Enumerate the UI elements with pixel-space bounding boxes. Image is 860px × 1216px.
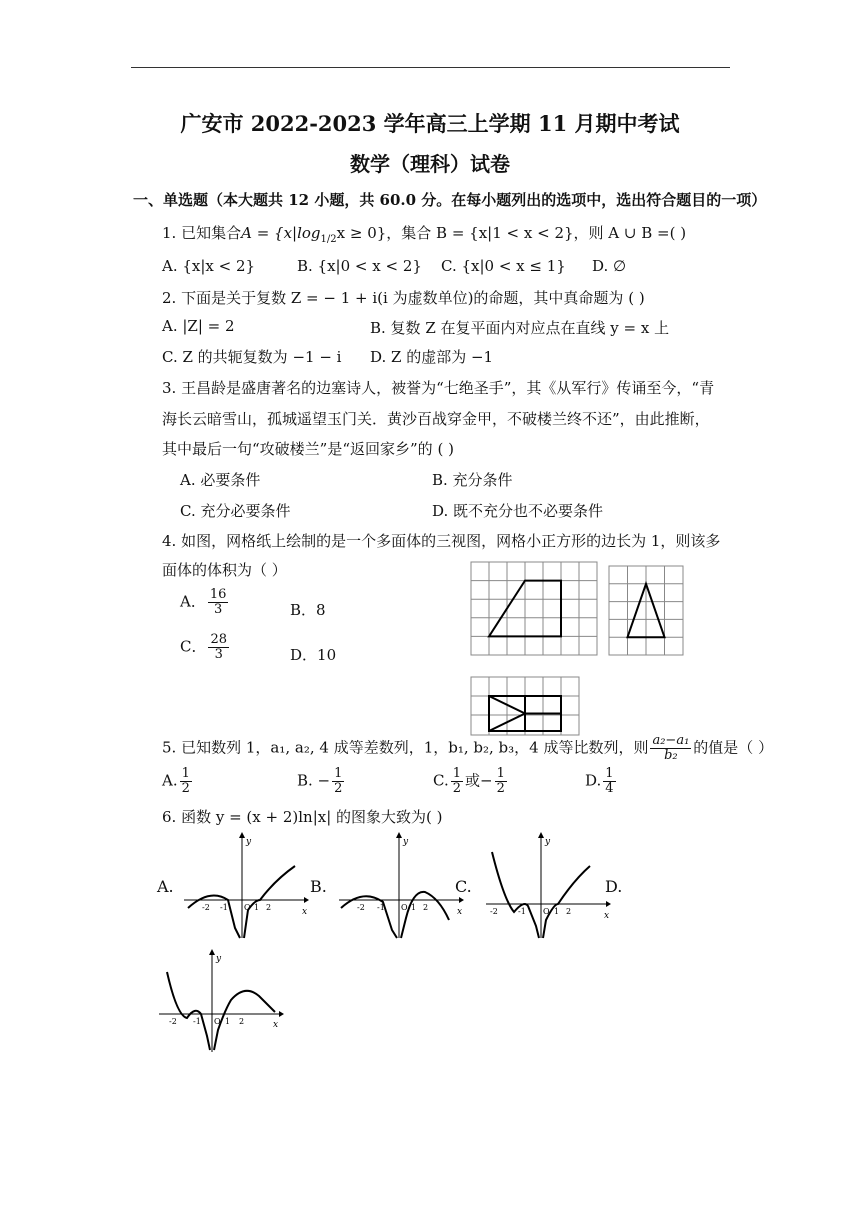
graph-option-d: [155, 946, 285, 1058]
q6-label-c: C.: [455, 877, 472, 896]
graph-option-c: [482, 830, 612, 942]
q1-option-d: D. ∅: [592, 257, 627, 275]
side-view-figure: [608, 565, 686, 657]
graph-d-tick-neg2: -2: [169, 1017, 177, 1026]
graph-c-x-label: x: [604, 911, 610, 921]
graph-c-y-label: y: [545, 837, 551, 847]
q4-option-d: D．10: [290, 646, 337, 664]
graph-a-tick-2: 2: [266, 903, 272, 912]
question-3-line3: 其中最后一句“攻破楼兰”是“返回家乡”的 ( ): [162, 440, 454, 458]
graph-d-tick-0: O: [214, 1017, 221, 1026]
q5-option-a: A. $\frac{1}{2}$: [162, 766, 190, 796]
q2-option-d: D. Z 的虚部为 −1: [370, 348, 494, 366]
graph-b-tick-1: 1: [411, 903, 417, 912]
q6-label-b: B.: [310, 877, 327, 896]
graph-d-tick-1: 1: [225, 1017, 231, 1026]
question-4-line1: 4. 如图，网格纸上绘制的是一个多面体的三视图，网格小正方形的边长为 1，则该多: [162, 532, 721, 550]
graph-b-tick-neg1: -1: [377, 903, 385, 912]
graph-a-tick-1: 1: [254, 903, 260, 912]
q3-option-a: A. 必要条件: [180, 471, 261, 489]
graph-b-tick-neg2: -2: [357, 903, 365, 912]
graph-a-y-label: y: [246, 837, 252, 847]
q2-option-a: A. |Z| = 2: [162, 317, 235, 335]
header-rule: [131, 67, 730, 68]
q1-option-b: B. {x|0 < x < 2}: [297, 257, 422, 275]
question-4-line2: 面体的体积为（ ）: [162, 561, 287, 579]
graph-c-tick-2: 2: [566, 907, 572, 916]
question-3-line2: 海长云暗雪山，孤城遥望玉门关．黄沙百战穿金甲，不破楼兰终不还”，由此推断，: [162, 410, 710, 428]
graph-a-tick-neg2: -2: [202, 903, 210, 912]
question-1-stem: 1. 已知集合$A = \{x|\log_{1/2}x \ge 0\}$，集合 B = {x|1 < x < 2}，则 A ∪ B =( ): [162, 224, 687, 245]
graph-d-y-label: y: [216, 954, 222, 964]
front-view-figure: [470, 561, 600, 657]
q3-option-b: B. 充分条件: [432, 471, 513, 489]
q3-option-d: D. 既不充分也不必要条件: [432, 502, 604, 520]
graph-c-tick-0: O: [543, 907, 550, 916]
graph-a-tick-0: O: [244, 903, 251, 912]
page-subtitle: 数学（理科）试卷: [350, 152, 510, 176]
q4-option-a: A． $\frac{16}{3}$: [180, 587, 227, 617]
q5-option-c: C. $\frac{1}{2}$ 或− $\frac{1}{2}$: [433, 766, 505, 796]
graph-b-x-label: x: [457, 907, 463, 917]
graph-b-tick-2: 2: [423, 903, 429, 912]
q5-option-b: B. − $\frac{1}{2}$: [297, 766, 343, 796]
q2-option-c: C. Z 的共轭复数为 −1 − i: [162, 348, 342, 366]
section-heading: 一、单选题（本大题共 12 小题，共 60.0 分。在每小题列出的选项中，选出符合题目的一项）: [133, 191, 767, 209]
q4-option-c: C． $\frac{28}{3}$: [180, 632, 228, 662]
question-3-line1: 3. 王昌龄是盛唐著名的边塞诗人，被誉为“七绝圣手”，其《从军行》传诵至今，“青: [162, 379, 715, 397]
q4-option-b: B．8: [290, 601, 326, 619]
graph-c-tick-1: 1: [554, 907, 560, 916]
graph-c-tick-neg2: -2: [490, 907, 498, 916]
q5-option-d: D. $\frac{1}{4}$: [585, 766, 614, 796]
q6-label-a: A.: [157, 877, 174, 896]
page-title: 广安市 2022-2023 学年高三上学期 11 月期中考试: [180, 111, 680, 136]
q3-option-c: C. 充分必要条件: [180, 502, 291, 520]
q2-option-b: B. 复数 Z 在复平面内对应点在直线 y = x 上: [370, 319, 670, 337]
graph-a-tick-neg1: -1: [220, 903, 228, 912]
graph-c-tick-neg1: -1: [518, 907, 526, 916]
graph-d-tick-neg1: -1: [193, 1017, 201, 1026]
q1-option-c: C. {x|0 < x ≤ 1}: [441, 257, 566, 275]
question-6-stem: 6. 函数 y = (x + 2)ln|x| 的图象大致为( ): [162, 808, 443, 826]
graph-d-tick-2: 2: [239, 1017, 245, 1026]
graph-d-x-label: x: [273, 1020, 279, 1030]
graph-option-a: [180, 830, 310, 942]
graph-option-b: [335, 830, 465, 942]
question-5-stem: 5. 已知数列 1，a₁, a₂, 4 成等差数列，1，b₁, b₂, b₃，4 成等比数列，则 $\frac{\text{a₂−a₁}}{\text{b₂}}$ 的值是（ ）: [162, 733, 774, 763]
top-view-figure: [470, 676, 582, 738]
graph-a-x-label: x: [302, 907, 308, 917]
q6-label-d: D.: [605, 877, 623, 896]
graph-b-tick-0: O: [401, 903, 408, 912]
question-2-stem: 2. 下面是关于复数 Z = − 1 + i(i 为虚数单位)的命题，其中真命题为 ( ): [162, 289, 645, 307]
q1-option-a: A. {x|x < 2}: [162, 257, 256, 275]
graph-b-y-label: y: [403, 837, 409, 847]
